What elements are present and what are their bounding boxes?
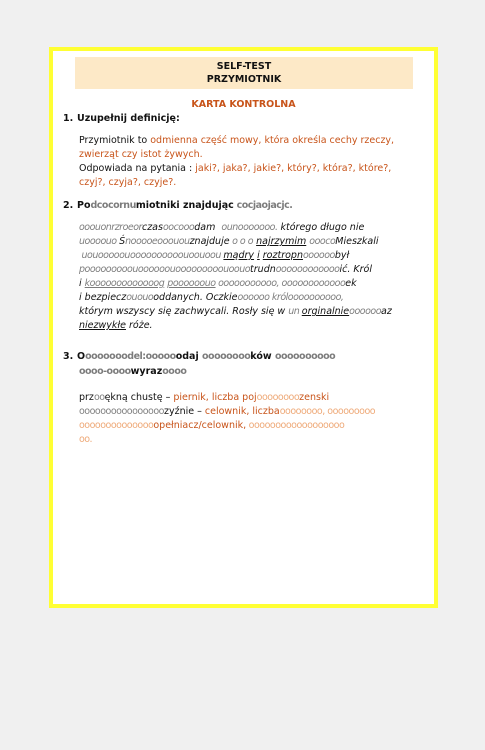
task-3-line-3: ooooooooooooooopełniacz/celownik, oooooooooooooooooo [79, 420, 345, 431]
task-3-line-1: przooękną chustę – piernik, liczba pojoooooooozenski [79, 392, 330, 403]
task-2-line-4: pooooooooouoooooouooooooooouoouotrudnooooooooooooić. Król [79, 264, 372, 275]
worksheet-subtitle: KARTA KONTROLNA [191, 99, 296, 110]
task-1-definition [79, 134, 407, 162]
task-2-text [79, 221, 407, 333]
task-2-heading [63, 200, 292, 212]
header-line-1: SELF-TEST [216, 61, 272, 72]
task-2-line-7: którym wszyscy się zachwycali. Rosły się w un orginalnieooooooaz [79, 306, 392, 317]
task-2-title-garbled-2: cocjaojacjc. [233, 200, 293, 211]
task-3-number: 3. [63, 351, 74, 362]
task-3-line-2: oooooooooooooooozyźnie – celownik, liczbaoooooooo, ooooooooo [79, 406, 376, 417]
worksheet-header [75, 57, 413, 89]
task-2-title-b: miotniki znajdując [135, 200, 234, 211]
worksheet-page [49, 47, 438, 608]
task-1-number: 1. [63, 113, 74, 124]
task-1-heading [63, 113, 180, 125]
questions-answer: jaki?, jaka?, jakie?, który?, która?, które?, czyj?, czyja?, czyje?. [79, 163, 392, 188]
task-2-title-a: Po [77, 200, 91, 211]
task-1-title: Uzupełnij definicję: [77, 113, 180, 124]
definition-answer: odmienna część mowy, która określa cechy rzeczy, zwierząt czy istot żywych. [79, 135, 395, 160]
task-3-answers [79, 391, 407, 447]
task-2-line-3: uouooooouoooooooooouoouoou mądry i roztropnoooooobył [79, 250, 350, 261]
task-2-number: 2. [63, 200, 74, 211]
definition-intro: Przymiotnik to [79, 135, 151, 146]
questions-intro: Odpowiada na pytania : [79, 163, 196, 174]
task-3-line-4: oo. [79, 434, 92, 445]
task-2-title-garbled: dcocornu [90, 200, 136, 211]
task-2-line-2: uoooouo Śnooooeooououznajduje o o o najrzymim ooocoMieszkali [79, 236, 379, 247]
task-2-line-1: ooouonrzroeorczasoocooodam ounooooooo. którego długo nie [79, 222, 365, 233]
task-1-questions [79, 162, 407, 190]
task-2-line-5: i kooooooooooooog poooooouo ooooooooooo, ooooooooooooek [79, 278, 357, 289]
task-2-line-6: i bezpieczououooddanych. Oczkieoooooo króloooooooooo, [79, 292, 344, 303]
task-3-subheading: oooo-oooowyrazoooo [79, 366, 187, 377]
header-line-2: PRZYMIOTNIK [206, 74, 282, 85]
task-3-heading: 3. Oooooooodel:oooooodaj ooooooooków oooooooooo [63, 351, 336, 362]
task-2-line-8: niezwykłe róże. [79, 320, 153, 331]
